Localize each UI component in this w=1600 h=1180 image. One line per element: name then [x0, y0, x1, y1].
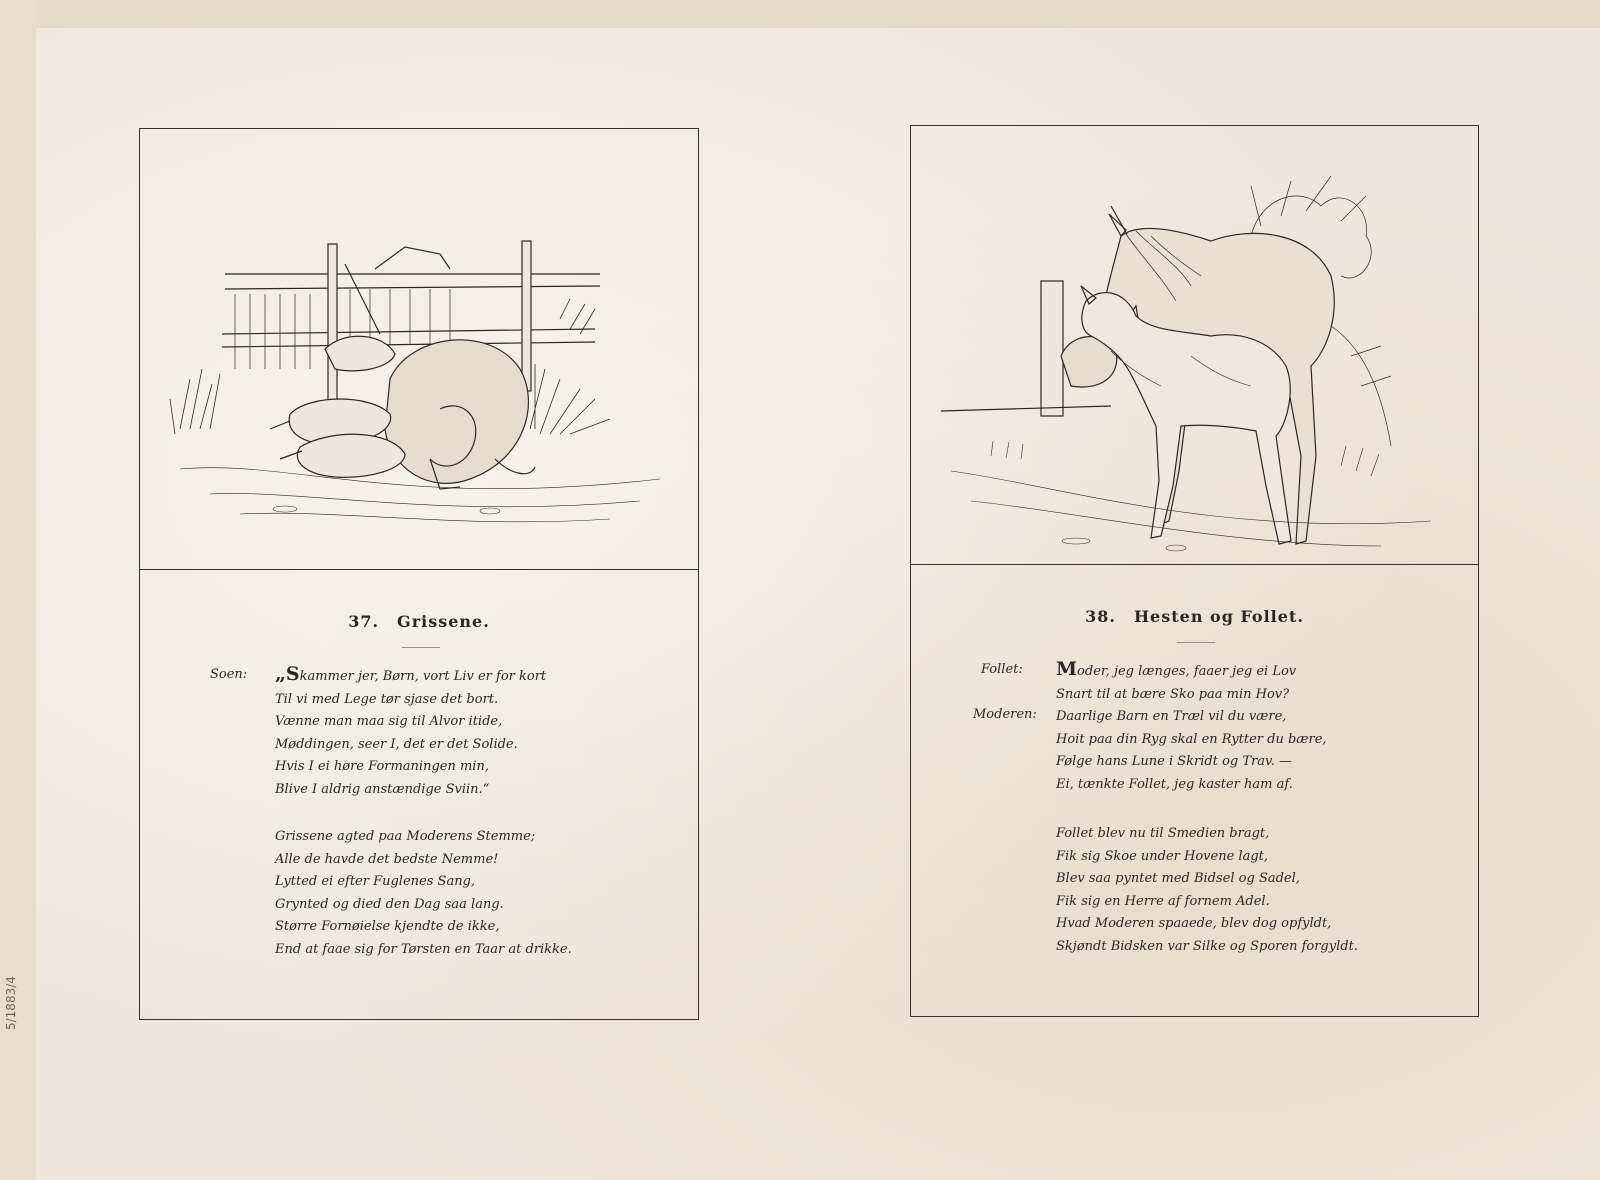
poem-38: [911, 565, 1478, 1016]
verse-line: Vænne man maa sig til Alvor itide,: [275, 714, 503, 729]
speaker-label: Follet:: [981, 662, 1023, 677]
pigs-engraving-frame: [140, 129, 698, 570]
poem-37: [140, 570, 698, 1019]
verse-line: Skjøndt Bidsken var Silke og Sporen forgyldt.: [1056, 938, 1358, 954]
verse-line: Hvis I ei høre Formaningen min,: [275, 759, 489, 774]
verse-line: Snart til at bære Sko paa min Hov?: [1056, 686, 1290, 702]
verse-line: Fik sig en Herre af fornem Adel.: [1056, 893, 1270, 909]
verse-line-text: oder, jeg længes, faaer jeg ei Lov: [1077, 664, 1297, 679]
poem-number: 38.: [1085, 607, 1116, 626]
speaker-label: Moderen:: [973, 707, 1037, 722]
drop-cap: M: [1056, 658, 1078, 680]
poem-number: 37.: [348, 612, 380, 631]
verse-line: End at faae sig for Tørsten en Taar at drikke.: [275, 941, 572, 957]
verse-line: Større Fornøielse kjendte de ikke,: [275, 919, 500, 934]
verse-line: Blive I aldrig anstændige Sviin.“: [275, 781, 490, 797]
stanza-1: [275, 663, 546, 801]
title-rule: [1177, 642, 1215, 643]
poem-title-text: Grissene.: [397, 612, 490, 631]
panel-37-grissene: [139, 128, 699, 1020]
verse-line: Grynted og died den Dag saa lang.: [275, 896, 504, 912]
panel-38-hesten-og-follet: [910, 125, 1479, 1017]
verse-line: Grissene agted paa Moderens Stemme;: [275, 829, 536, 844]
stanza-2: [275, 826, 572, 961]
verse-line: Lytted ei efter Fuglenes Sang,: [275, 874, 476, 889]
background-strip: [0, 0, 1600, 28]
verse-line: Hvad Moderen spaaede, blev dog opfyldt,: [1056, 916, 1332, 931]
verse-line: Follet blev nu til Smedien bragt,: [1056, 826, 1270, 841]
accession-number: 5/1883/4: [4, 976, 18, 1030]
stanza-1: [1056, 658, 1327, 796]
stanza-2: [1056, 823, 1358, 958]
verse-line: Møddingen, seer I, det er det Solide.: [275, 736, 518, 752]
verse-line: [275, 663, 546, 689]
drop-cap: „S: [275, 663, 300, 685]
verse-line-text: kammer jer, Børn, vort Liv er for kort: [299, 669, 547, 684]
verse-line: Følge hans Lune i Skridt og Trav. —: [1056, 754, 1293, 769]
poem-title-text: Hesten og Follet.: [1133, 607, 1304, 626]
verse-line: [1056, 658, 1327, 684]
speaker-label: Soen:: [210, 667, 248, 682]
horse-engraving-frame: [911, 126, 1478, 565]
poem-title: [911, 607, 1478, 626]
verse-line: Hoit paa din Ryg skal en Rytter du bære,: [1056, 731, 1327, 747]
verse-line: Ei, tænkte Follet, jeg kaster ham af.: [1056, 776, 1293, 792]
verse-line: Blev saa pyntet med Bidsel og Sadel,: [1056, 871, 1300, 886]
verse-line: Fik sig Skoe under Hovene lagt,: [1056, 848, 1268, 864]
verse-line: Til vi med Lege tør sjase det bort.: [275, 691, 499, 707]
pigs-engraving-icon: [140, 129, 697, 570]
horse-and-foal-engraving-icon: [911, 126, 1477, 565]
poem-title: [140, 612, 698, 631]
title-rule: [402, 647, 440, 648]
verse-line: Alle de havde det bedste Nemme!: [275, 851, 499, 867]
verse-line: Daarlige Barn en Træl vil du være,: [1056, 709, 1287, 724]
